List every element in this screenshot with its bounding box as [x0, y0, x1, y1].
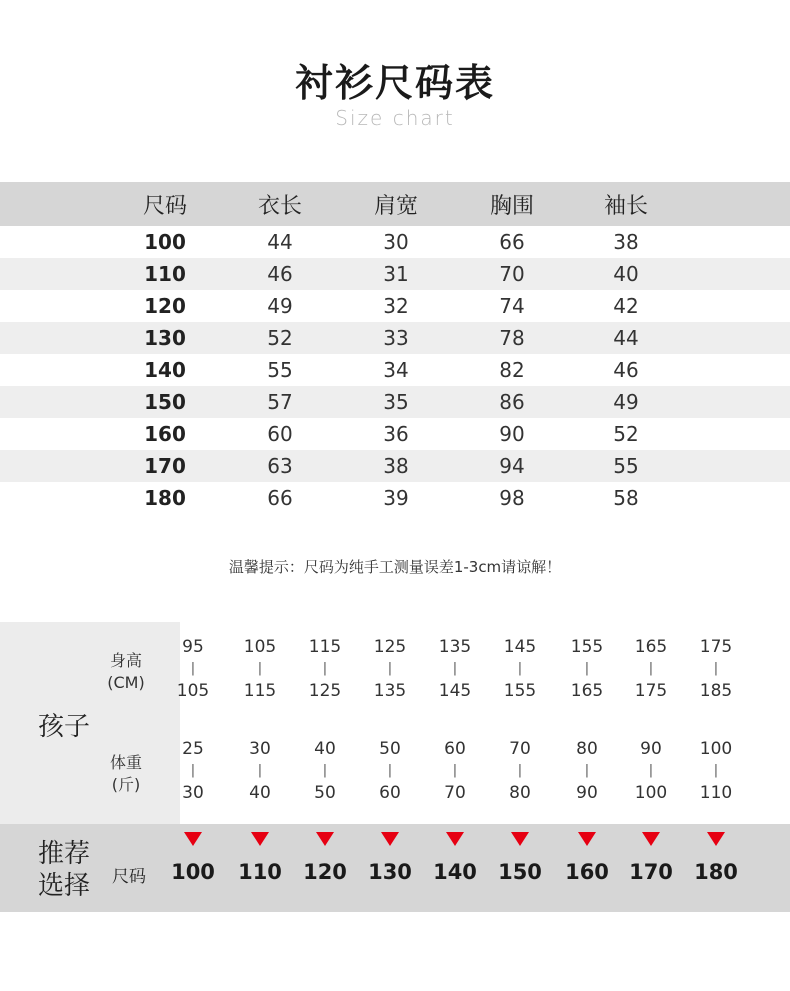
measurement-cell: 94 [499, 454, 525, 478]
range-separator: | [713, 661, 719, 676]
height-range-min: 135 [438, 637, 472, 657]
measurement-cell: 55 [267, 358, 293, 382]
table-row [0, 290, 790, 322]
recommendation-label-line1: 推荐 [38, 839, 91, 869]
measurement-cell: 90 [499, 422, 525, 446]
range-separator: | [713, 763, 719, 778]
height-range-max: 165 [570, 681, 604, 701]
recommended-size: 130 [368, 860, 412, 884]
range-separator: | [452, 661, 458, 676]
down-arrow-icon [184, 832, 202, 846]
recommended-size: 160 [565, 860, 609, 884]
height-range-min: 105 [243, 637, 277, 657]
kids-label: 孩子 [38, 712, 91, 742]
height-range-max: 105 [176, 681, 210, 701]
measurement-cell: 44 [613, 326, 639, 350]
height-range-min: 115 [308, 637, 342, 657]
weight-range-max: 30 [182, 783, 204, 803]
recommended-size: 150 [498, 860, 542, 884]
range-separator: | [257, 763, 263, 778]
height-label-unit: (CM) [107, 673, 145, 692]
weight-range [490, 738, 550, 804]
table-row [0, 226, 790, 258]
height-label-text: 身高 [109, 651, 142, 670]
weight-range-min: 100 [699, 739, 733, 759]
measurement-cell: 66 [267, 486, 293, 510]
down-arrow-icon [511, 832, 529, 846]
size-table-header [0, 182, 790, 226]
table-row [0, 450, 790, 482]
measurement-cell: 63 [267, 454, 293, 478]
height-range-max: 185 [699, 681, 733, 701]
size-cell: 100 [144, 230, 186, 254]
size-table [0, 182, 790, 514]
measurement-cell: 38 [613, 230, 639, 254]
height-range-max: 135 [373, 681, 407, 701]
weight-range [295, 738, 355, 804]
height-range [557, 636, 617, 702]
range-separator: | [452, 763, 458, 778]
measurement-cell: 49 [613, 390, 639, 414]
weight-range [557, 738, 617, 804]
size-cell: 180 [144, 486, 186, 510]
weight-range [621, 738, 681, 804]
down-arrow-icon [251, 832, 269, 846]
range-separator: | [517, 661, 523, 676]
measurement-cell: 57 [267, 390, 293, 414]
column-header: 尺码 [142, 193, 187, 219]
measurement-cell: 36 [383, 422, 409, 446]
weight-range-min: 70 [509, 739, 531, 759]
weight-range-min: 90 [640, 739, 662, 759]
height-range [686, 636, 746, 702]
size-cell: 160 [144, 422, 186, 446]
measurement-cell: 38 [383, 454, 409, 478]
recommended-size: 140 [433, 860, 477, 884]
measurement-cell: 70 [499, 262, 525, 286]
measurement-cell: 58 [613, 486, 639, 510]
table-row [0, 354, 790, 386]
height-range-max: 145 [438, 681, 472, 701]
weight-range [163, 738, 223, 804]
table-row [0, 482, 790, 514]
measurement-cell: 60 [267, 422, 293, 446]
recommended-size: 170 [629, 860, 673, 884]
height-range [425, 636, 485, 702]
range-separator: | [190, 661, 196, 676]
column-header: 肩宽 [373, 193, 418, 219]
weight-range-min: 40 [314, 739, 336, 759]
height-range-max: 175 [634, 681, 668, 701]
height-range-min: 125 [373, 637, 407, 657]
weight-range-max: 60 [379, 783, 401, 803]
measurement-cell: 44 [267, 230, 293, 254]
height-range [295, 636, 355, 702]
height-range-max: 155 [503, 681, 537, 701]
weight-range-max: 100 [634, 783, 668, 803]
size-cell: 110 [144, 262, 186, 286]
height-range-min: 95 [182, 637, 204, 657]
size-cell: 120 [144, 294, 186, 318]
measurement-cell: 46 [267, 262, 293, 286]
weight-label [100, 752, 152, 796]
weight-range [230, 738, 290, 804]
weight-range-max: 80 [509, 783, 531, 803]
weight-range-max: 110 [699, 783, 733, 803]
weight-range-max: 40 [249, 783, 271, 803]
height-range-min: 175 [699, 637, 733, 657]
range-separator: | [517, 763, 523, 778]
height-range-max: 125 [308, 681, 342, 701]
measurement-cell: 66 [499, 230, 525, 254]
measurement-cell: 35 [383, 390, 409, 414]
measurement-cell: 52 [613, 422, 639, 446]
measurement-cell: 46 [613, 358, 639, 382]
weight-range-max: 90 [576, 783, 598, 803]
measurement-cell: 32 [383, 294, 409, 318]
column-header: 衣长 [257, 193, 302, 219]
weight-range [425, 738, 485, 804]
measurement-cell: 34 [383, 358, 409, 382]
kids-size-guide [0, 622, 790, 824]
recommendation-label-line2: 选择 [38, 871, 91, 901]
table-row [0, 386, 790, 418]
page-subtitle: Size chart [335, 106, 455, 130]
measurement-cell: 31 [383, 262, 409, 286]
measurement-tip: 温馨提示：尺码为纯手工测量误差1-3cm请谅解！ [228, 558, 562, 576]
range-separator: | [257, 661, 263, 676]
weight-range-min: 60 [444, 739, 466, 759]
height-range-max: 115 [243, 681, 277, 701]
recommended-size: 110 [238, 860, 282, 884]
height-range [163, 636, 223, 702]
weight-range-min: 30 [249, 739, 271, 759]
weight-range-max: 50 [314, 783, 336, 803]
recommended-size: 100 [171, 860, 215, 884]
measurement-cell: 49 [267, 294, 293, 318]
measurement-cell: 33 [383, 326, 409, 350]
range-separator: | [584, 661, 590, 676]
down-arrow-icon [642, 832, 660, 846]
weight-range-min: 50 [379, 739, 401, 759]
recommendation-label [38, 838, 90, 902]
recommendation-size-label: 尺码 [112, 867, 146, 887]
down-arrow-icon [578, 832, 596, 846]
table-row [0, 418, 790, 450]
table-row [0, 322, 790, 354]
recommended-size: 180 [694, 860, 738, 884]
height-label [100, 650, 152, 694]
height-range [621, 636, 681, 702]
column-header: 胸围 [489, 193, 534, 219]
size-cell: 150 [144, 390, 186, 414]
range-separator: | [584, 763, 590, 778]
range-separator: | [387, 763, 393, 778]
measurement-cell: 42 [613, 294, 639, 318]
size-cell: 140 [144, 358, 186, 382]
weight-label-unit: (斤) [111, 775, 141, 794]
weight-label-text: 体重 [109, 753, 142, 772]
recommendation-panel [0, 824, 790, 912]
range-separator: | [322, 661, 328, 676]
measurement-cell: 52 [267, 326, 293, 350]
measurement-cell: 98 [499, 486, 525, 510]
weight-range [360, 738, 420, 804]
measurement-cell: 74 [499, 294, 525, 318]
table-row [0, 258, 790, 290]
weight-range [686, 738, 746, 804]
height-range-min: 165 [634, 637, 668, 657]
height-range-min: 145 [503, 637, 537, 657]
measurement-cell: 39 [383, 486, 409, 510]
range-separator: | [387, 661, 393, 676]
range-separator: | [648, 661, 654, 676]
range-separator: | [322, 763, 328, 778]
range-separator: | [190, 763, 196, 778]
measurement-cell: 40 [613, 262, 639, 286]
height-range [490, 636, 550, 702]
weight-range-min: 25 [182, 739, 204, 759]
measurement-cell: 30 [383, 230, 409, 254]
down-arrow-icon [381, 832, 399, 846]
recommended-size: 120 [303, 860, 347, 884]
measurement-cell: 82 [499, 358, 525, 382]
range-separator: | [648, 763, 654, 778]
height-range [360, 636, 420, 702]
measurement-cell: 78 [499, 326, 525, 350]
measurement-cell: 86 [499, 390, 525, 414]
size-cell: 170 [144, 454, 186, 478]
measurement-cell: 55 [613, 454, 639, 478]
height-range-min: 155 [570, 637, 604, 657]
size-cell: 130 [144, 326, 186, 350]
weight-range-min: 80 [576, 739, 598, 759]
page-title: 衬衫尺码表 [294, 61, 495, 105]
weight-range-max: 70 [444, 783, 466, 803]
down-arrow-icon [707, 832, 725, 846]
height-range [230, 636, 290, 702]
down-arrow-icon [446, 832, 464, 846]
down-arrow-icon [316, 832, 334, 846]
column-header: 袖长 [603, 193, 648, 219]
